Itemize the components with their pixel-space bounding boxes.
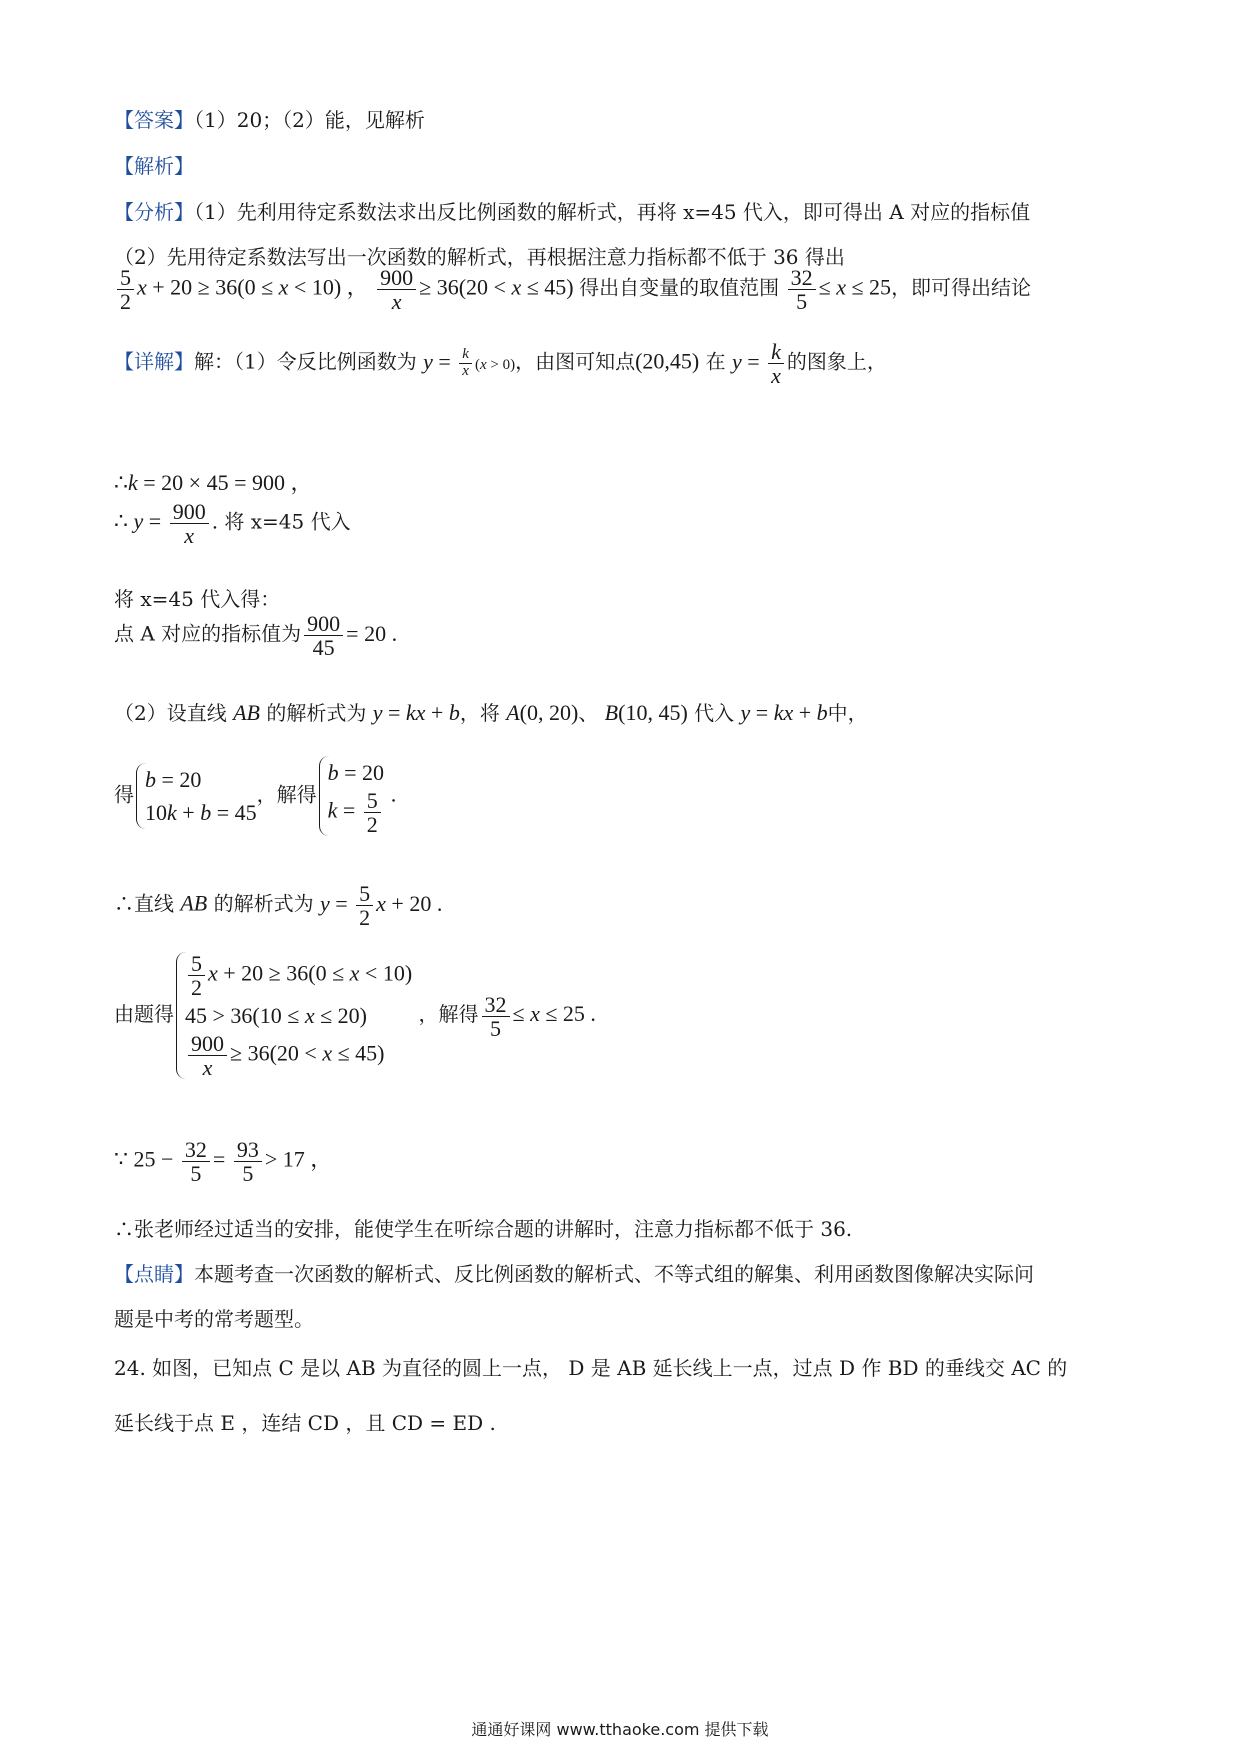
question-24-line-2: 延长线于点 E ，连结 CD ，且 CD = ED . [114, 1411, 496, 1435]
point-a-line: 点 A 对应的指标值为 $\frac{900}{45}$ = 20 . [114, 611, 398, 661]
jiede-label: ，解得 [256, 782, 317, 807]
system-brace-1: b = 20 10k + b = 45 [136, 763, 257, 829]
fenxi-tag: 【分析】 [114, 200, 194, 224]
dianjing-tag: 【点睛】 [114, 1262, 194, 1286]
line-ab-line: ∴直线 AB 的解析式为 y = $\frac{5}{2}$ x + 20 . [114, 881, 443, 931]
detail-intro-end: 的图象上， [786, 349, 887, 374]
detail-tag: 【详解】 [114, 349, 194, 374]
system-brace-2: b = 20 k = $\frac{5}{2}$ [319, 756, 384, 836]
part2-c: ，将 [459, 701, 500, 725]
system-line: 得 b = 20 10k + b = 45 ，解得 b = 20 k = $\frac{5}{2}$ . [114, 756, 397, 836]
because-symbol: ∵ [114, 1146, 128, 1172]
de-label: 得 [114, 782, 134, 807]
therefore-2: ∴ [114, 508, 128, 534]
dianjing-text-1: 本题考查一次函数的解析式、反比例函数的解析式、不等式组的解集、利用函数图像解决实际问 [194, 1262, 1034, 1286]
fenxi-text-1: （1）先利用待定系数法求出反比例函数的解析式，再将 x=45 代入，即可得出 A 对应的指标值 [194, 200, 1031, 224]
line-ab-a: ∴直线 [114, 891, 174, 916]
dianjing-line-2: 题是中考的常考题型。 [114, 1307, 314, 1331]
detail-intro: 解：（1）令反比例函数为 [194, 349, 417, 374]
k-value-line: ∴k = 20 × 45 = 900 ， [114, 470, 313, 495]
page-footer: 通通好课网 www.tthaoke.com 提供下载 [471, 1720, 769, 1739]
detail-intro-mid2: 在 [705, 349, 726, 374]
detail-intro-mid: ，由图可知点 [515, 349, 636, 374]
y-function-line: ∴ y = $\frac{900}{x}$ . 将 x=45 代入 [114, 499, 351, 549]
part2-e: 中， [827, 701, 868, 725]
analysis-tag: 【解析】 [114, 154, 194, 178]
fenxi-end-text: ，即可得出结论 [891, 275, 1032, 300]
part2-d: 代入 [694, 701, 735, 725]
jiede-label-2: ，解得 [418, 1002, 479, 1027]
fenxi-line-2: （2）先用待定系数法写出一次函数的解析式，再根据注意力指标都不低于 36 得出 [114, 245, 845, 269]
analysis-heading [114, 150, 194, 179]
question-24-line-1: 24. 如图，已知点 C 是以 AB 为直径的圆上一点， D 是 AB 延长线上一点，过点 D 作 BD 的垂线交 AC 的 [114, 1356, 1068, 1380]
youti-label: 由题得 [114, 1002, 174, 1027]
fenxi-line-1 [114, 196, 1030, 225]
substitute-line: 将 x=45 代入得： [114, 587, 281, 611]
answer-line [114, 104, 425, 133]
part2-a: （2）设直线 [114, 701, 227, 725]
answer-tag: 【答案】 [114, 108, 194, 132]
part2-b: 的解析式为 [266, 701, 367, 725]
inequality-system-line: 由题得 $\frac{5}{2}$ x + 20 ≥ 36(0 ≤ x < 10) 45 > 36(10 ≤ x ≤ 20) $\frac{900}{x}$ ≥ 36(20 < x ≤ 45) ，解得 $\frac{32}{5}$ ≤ x ≤ 25 . [114, 951, 596, 1081]
fenxi-formula-line: $\frac{5}{2}$ x + 20 ≥ 36(0 ≤ x < 10) ， $\frac{900}{x}$ ≥ 36(20 < x ≤ 45) 得出自变量的取值范围 $\frac{32}{5}$ ≤ x ≤ 25，即可得出结论 [114, 266, 1031, 313]
answer-text: （1）20；（2）能，见解析 [194, 108, 425, 132]
part2-line: （2）设直线 AB 的解析式为 y = kx + b，将 A(0, 20)、 B(10, 45) 代入 y = kx + b中， [114, 700, 868, 725]
y-suffix: . 将 x=45 代入 [211, 509, 351, 534]
fenxi-mid-text: 得出自变量的取值范围 [579, 275, 780, 300]
detail-point: (20,45) [635, 348, 700, 374]
point-a-result: = 20 . [346, 620, 398, 646]
therefore-1: ∴ [114, 470, 128, 495]
system-brace-3: $\frac{5}{2}$ x + 20 ≥ 36(0 ≤ x < 10) 45 > 36(10 ≤ x ≤ 20) $\frac{900}{x}$ ≥ 36(20 < x ≤ 45) [176, 952, 412, 1079]
because-line: ∵ 25 − $\frac{32}{5}$ = $\frac{93}{5}$ > 17 ， [114, 1137, 333, 1187]
dianjing-line-1 [114, 1258, 1034, 1287]
detail-line-1: 【详解】解：（1）令反比例函数为 y = $\frac{k}{x}$ (x > 0)，由图可知点(20,45) 在 y = $\frac{k}{x}$ 的图象上， [114, 339, 887, 389]
line-ab-b: 的解析式为 [213, 891, 314, 916]
point-a-text: 点 A 对应的指标值为 [114, 621, 302, 646]
conclusion-line: ∴张老师经过适当的安排，能使学生在听综合题的讲解时，注意力指标都不低于 36. [114, 1217, 853, 1241]
